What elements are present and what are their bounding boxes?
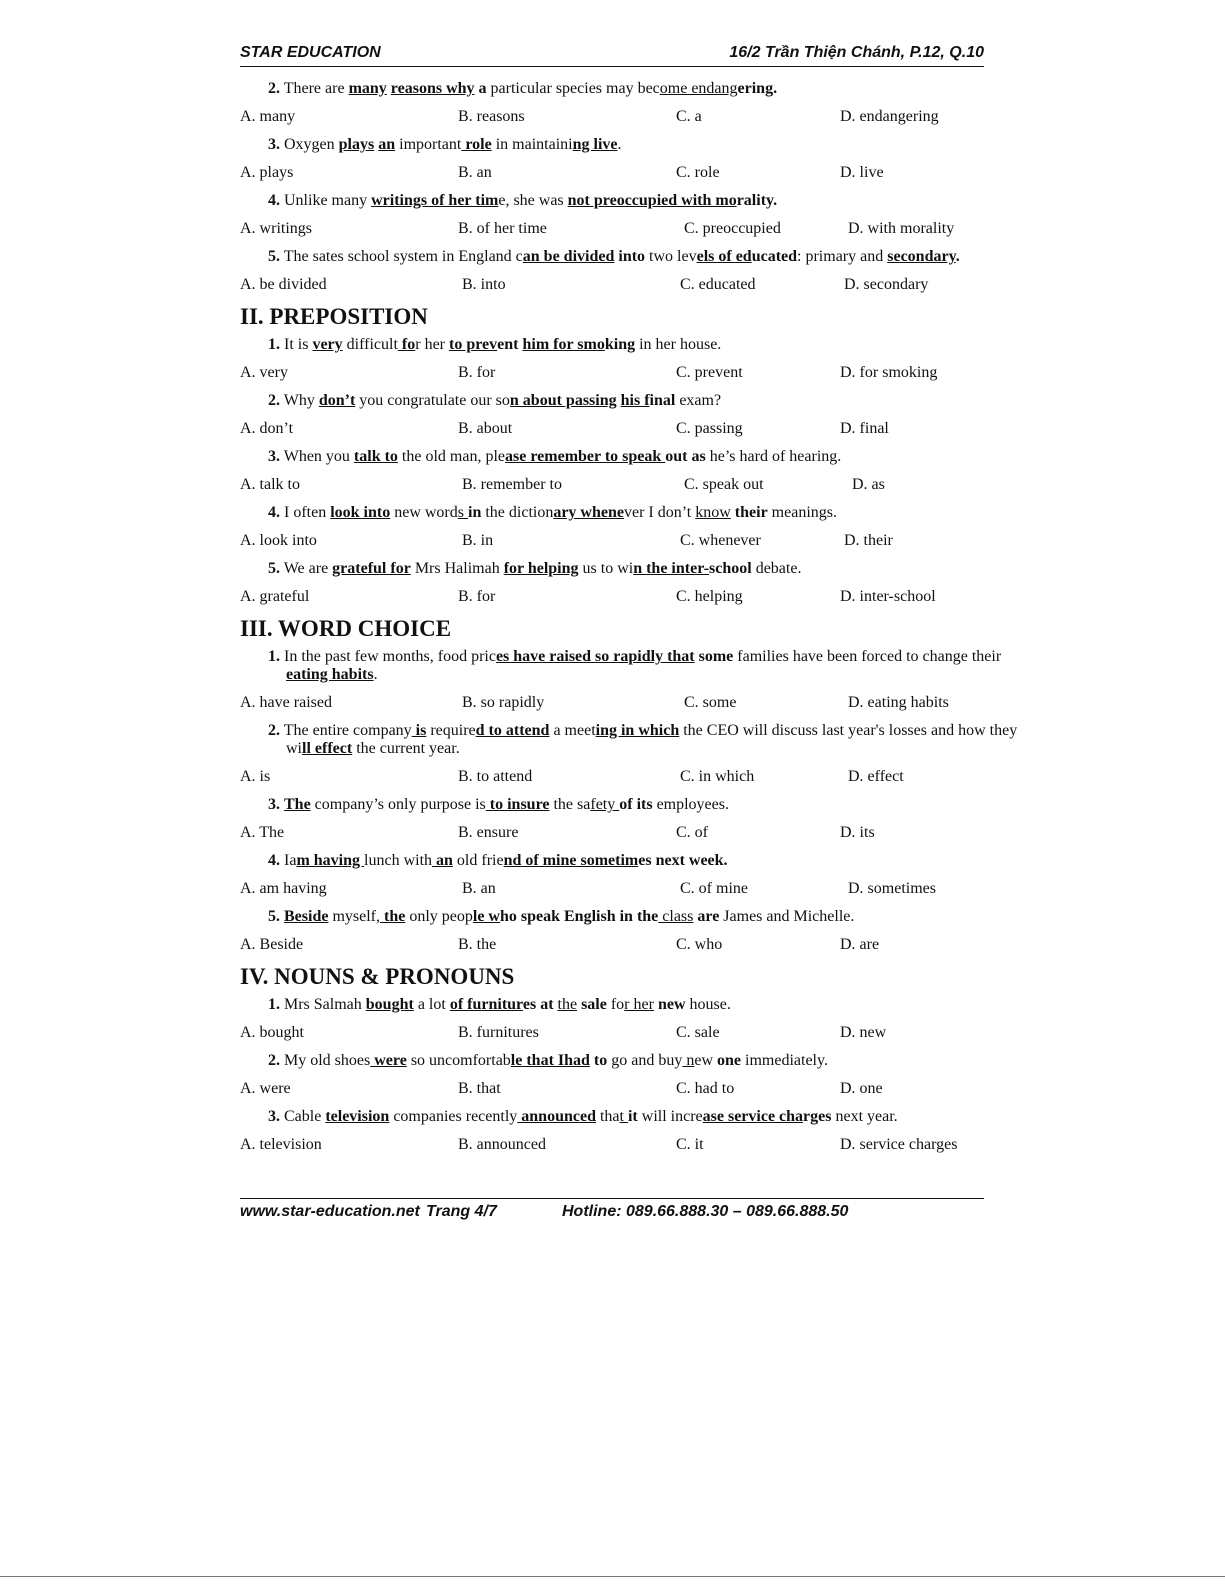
option-d[interactable]: D. effect bbox=[848, 768, 904, 785]
option-d[interactable]: D. their bbox=[844, 532, 893, 549]
option-b[interactable]: B. in bbox=[462, 532, 494, 549]
answer-options bbox=[240, 164, 1030, 182]
option-a[interactable]: A. look into bbox=[240, 532, 317, 549]
option-b[interactable]: B. an bbox=[458, 164, 492, 181]
option-c[interactable]: C. of bbox=[676, 824, 708, 841]
option-b[interactable]: B. that bbox=[458, 1080, 501, 1097]
header-address: 16/2 Trần Thiện Chánh, P.12, Q.10 bbox=[729, 44, 984, 61]
option-d[interactable]: D. inter-school bbox=[840, 588, 936, 605]
question: 2. There are many reasons why a particular species may become endangering. bbox=[268, 80, 778, 97]
question: 4. Iam having lunch with an old friend of mine sometimes next week. bbox=[268, 852, 728, 869]
option-c[interactable]: C. in which bbox=[680, 768, 755, 785]
option-a[interactable]: A. were bbox=[240, 1080, 291, 1097]
question: 3. The company’s only purpose is to insure the safety of its employees. bbox=[268, 796, 729, 813]
answer-options bbox=[240, 694, 1030, 712]
option-d[interactable]: D. as bbox=[852, 476, 885, 493]
option-d[interactable]: D. live bbox=[840, 164, 884, 181]
question: 3. Oxygen plays an important role in maintaining live. bbox=[268, 136, 622, 153]
answer-options bbox=[240, 476, 1030, 494]
option-b[interactable]: B. into bbox=[462, 276, 506, 293]
answer-options bbox=[240, 364, 1030, 382]
option-a[interactable]: A. is bbox=[240, 768, 271, 785]
option-d[interactable]: D. with morality bbox=[848, 220, 955, 237]
option-b[interactable]: B. furnitures bbox=[458, 1024, 539, 1041]
option-d[interactable]: D. one bbox=[840, 1080, 883, 1097]
option-a[interactable]: A. writings bbox=[240, 220, 312, 237]
question: 5. We are grateful for Mrs Halimah for helping us to win the inter-school debate. bbox=[268, 560, 802, 577]
answer-options bbox=[240, 276, 1030, 294]
question: 4. Unlike many writings of her time, she was not preoccupied with morality. bbox=[268, 192, 778, 209]
option-d[interactable]: D. new bbox=[840, 1024, 887, 1041]
option-a[interactable]: A. talk to bbox=[240, 476, 300, 493]
option-b[interactable]: B. reasons bbox=[458, 108, 525, 125]
option-b[interactable]: B. for bbox=[458, 588, 496, 605]
option-b[interactable]: B. about bbox=[458, 420, 513, 437]
answer-options bbox=[240, 1024, 1030, 1042]
page-header bbox=[240, 42, 984, 67]
option-a[interactable]: A. bought bbox=[240, 1024, 304, 1041]
answer-options bbox=[240, 532, 1030, 550]
option-d[interactable]: D. sometimes bbox=[848, 880, 936, 897]
option-c[interactable]: C. it bbox=[676, 1136, 704, 1153]
option-a[interactable]: A. am having bbox=[240, 880, 327, 897]
option-a[interactable]: A. be divided bbox=[240, 276, 327, 293]
footer-website[interactable]: www.star-education.net bbox=[240, 1203, 420, 1220]
option-d[interactable]: D. final bbox=[840, 420, 889, 437]
answer-options bbox=[240, 588, 1030, 606]
option-a[interactable]: A. don’t bbox=[240, 420, 294, 437]
option-d[interactable]: D. eating habits bbox=[848, 694, 949, 711]
header-brand: STAR EDUCATION bbox=[240, 44, 381, 61]
question: 2. My old shoes were so uncomfortable that Ihad to go and buy new one immediately. bbox=[268, 1052, 828, 1069]
option-d[interactable]: D. its bbox=[840, 824, 875, 841]
answer-options bbox=[240, 936, 1030, 954]
question: 4. I often look into new words in the dictionary whenever I don’t know their meanings. bbox=[268, 504, 837, 521]
footer-hotline: Hotline: 089.66.888.30 – 089.66.888.50 bbox=[562, 1203, 849, 1220]
option-b[interactable]: B. so rapidly bbox=[462, 694, 545, 711]
option-c[interactable]: C. a bbox=[676, 108, 702, 125]
answer-options bbox=[240, 420, 1030, 438]
option-b[interactable]: B. remember to bbox=[462, 476, 562, 493]
option-a[interactable]: A. plays bbox=[240, 164, 294, 181]
section-title: III. WORD CHOICE bbox=[240, 616, 452, 641]
option-c[interactable]: C. role bbox=[676, 164, 720, 181]
page-bottom-divider bbox=[0, 1576, 1225, 1577]
option-a[interactable]: A. very bbox=[240, 364, 288, 381]
answer-options bbox=[240, 220, 1030, 238]
answer-options bbox=[240, 768, 1030, 786]
option-a[interactable]: A. have raised bbox=[240, 694, 332, 711]
question: 2. Why don’t you congratulate our son about passing his final exam? bbox=[268, 392, 722, 409]
question: 5. Beside myself, the only people who speak English in the class are James and Michelle. bbox=[268, 908, 855, 925]
option-a[interactable]: A. Beside bbox=[240, 936, 304, 953]
option-b[interactable]: B. of her time bbox=[458, 220, 547, 237]
question: 1. It is very difficult for her to prevent him for smoking in her house. bbox=[268, 336, 722, 353]
answer-options bbox=[240, 880, 1030, 898]
option-b[interactable]: B. announced bbox=[458, 1136, 546, 1153]
option-d[interactable]: D. service charges bbox=[840, 1136, 958, 1153]
option-a[interactable]: A. television bbox=[240, 1136, 322, 1153]
question: 1. Mrs Salmah bought a lot of furnitures at the sale for her new house. bbox=[268, 996, 731, 1013]
answer-options bbox=[240, 1080, 1030, 1098]
option-c[interactable]: C. of mine bbox=[680, 880, 748, 897]
question: 3. When you talk to the old man, please remember to speak out as he’s hard of hearing. bbox=[268, 448, 842, 465]
option-c[interactable]: C. who bbox=[676, 936, 723, 953]
option-d[interactable]: D. for smoking bbox=[840, 364, 938, 381]
answer-options bbox=[240, 108, 1030, 126]
option-d[interactable]: D. are bbox=[840, 936, 880, 953]
answer-options bbox=[240, 824, 1030, 842]
option-b[interactable]: B. for bbox=[458, 364, 496, 381]
section-title: II. PREPOSITION bbox=[240, 304, 428, 329]
option-c[interactable]: C. educated bbox=[680, 276, 756, 293]
question: 2. The entire company is required to attend a meeting in which the CEO will discuss last year's losses and how they will effect the current year. bbox=[268, 722, 1018, 757]
option-c[interactable]: C. had to bbox=[676, 1080, 735, 1097]
option-d[interactable]: D. endangering bbox=[840, 108, 939, 125]
option-b[interactable]: B. an bbox=[462, 880, 496, 897]
section-title: IV. NOUNS & PRONOUNS bbox=[240, 964, 515, 989]
question: 5. The sates school system in England can be divided into two levels of educated: primary and secondary. bbox=[268, 248, 960, 265]
option-c[interactable]: C. prevent bbox=[676, 364, 743, 381]
option-c[interactable]: C. helping bbox=[676, 588, 743, 605]
option-c[interactable]: C. some bbox=[684, 694, 737, 711]
option-a[interactable]: A. many bbox=[240, 108, 296, 125]
answer-options bbox=[240, 1136, 1030, 1154]
option-b[interactable]: B. to attend bbox=[458, 768, 533, 785]
question: 1. In the past few months, food prices have raised so rapidly that some families have been forced to change their eating habits. bbox=[268, 648, 1002, 683]
option-a[interactable]: A. The bbox=[240, 824, 285, 841]
option-b[interactable]: B. the bbox=[458, 936, 497, 953]
option-c[interactable]: C. whenever bbox=[680, 532, 761, 549]
option-b[interactable]: B. ensure bbox=[458, 824, 519, 841]
option-c[interactable]: C. preoccupied bbox=[684, 220, 781, 237]
page-footer bbox=[240, 1198, 984, 1220]
exercise-content bbox=[240, 80, 1030, 1164]
option-c[interactable]: C. passing bbox=[676, 420, 743, 437]
option-a[interactable]: A. grateful bbox=[240, 588, 310, 605]
option-d[interactable]: D. secondary bbox=[844, 276, 929, 293]
option-c[interactable]: C. sale bbox=[676, 1024, 720, 1041]
question: 3. Cable television companies recently announced that it will increase service charges next year. bbox=[268, 1108, 898, 1125]
footer-page-number: Trang 4/7 bbox=[426, 1203, 497, 1220]
option-c[interactable]: C. speak out bbox=[684, 476, 764, 493]
